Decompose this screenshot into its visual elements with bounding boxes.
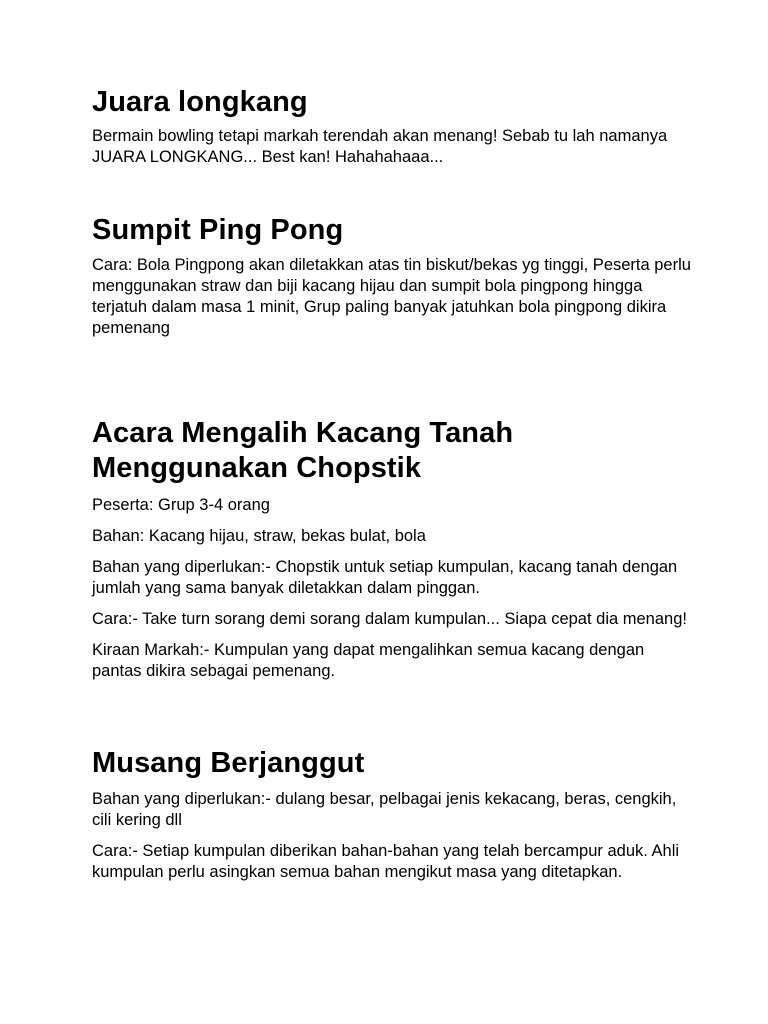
section-musang-berjanggut (92, 746, 692, 883)
section-sumpit-ping-pong (92, 213, 692, 339)
section-paragraph: Bahan: Kacang hijau, straw, bekas bulat, bola (92, 527, 426, 545)
section-paragraph: Peserta: Grup 3-4 orang (92, 496, 270, 514)
section-paragraph: Cara:- Take turn sorang demi sorang dalam kumpulan... Siapa cepat dia menang! (92, 610, 687, 628)
section-juara-longkang (92, 85, 692, 168)
section-paragraph: Bahan yang diperlukan:- dulang besar, pelbagai jenis kekacang, beras, cengkih, cili kering dll (92, 790, 677, 829)
section-title: Juara longkang (92, 86, 308, 118)
section-mengalih-kacang (92, 416, 692, 682)
section-paragraph: Cara:- Setiap kumpulan diberikan bahan-bahan yang telah bercampur aduk. Ahli kumpulan perlu asingkan semua bahan mengikut masa yang ditetapkan. (92, 842, 680, 881)
section-paragraph: Bermain bowling tetapi markah terendah akan menang! Sebab tu lah namanya JUARA LONGKANG... Best kan! Hahahahaaa... (92, 127, 668, 166)
section-title: Musang Berjanggut (92, 747, 365, 779)
section-paragraph: Bahan yang diperlukan:- Chopstik untuk setiap kumpulan, kacang tanah dengan jumlah yang sama banyak diletakkan dalam pinggan. (92, 558, 678, 597)
section-paragraph: Kiraan Markah:- Kumpulan yang dapat mengalihkan semua kacang dengan pantas dikira sebagai pemenang. (92, 641, 645, 680)
section-title: Acara Mengalih Kacang Tanah Menggunakan Chopstik (92, 417, 514, 484)
section-paragraph: Cara: Bola Pingpong akan diletakkan atas tin biskut/bekas yg tinggi, Peserta perlu menggunakan straw dan biji kacang hijau dan sumpit bola pingpong hingga terjatuh dalam masa 1 minit, Grup paling banyak jatuhkan bola pingpong dikira pemenang (92, 256, 691, 337)
section-title: Sumpit Ping Pong (92, 214, 344, 246)
